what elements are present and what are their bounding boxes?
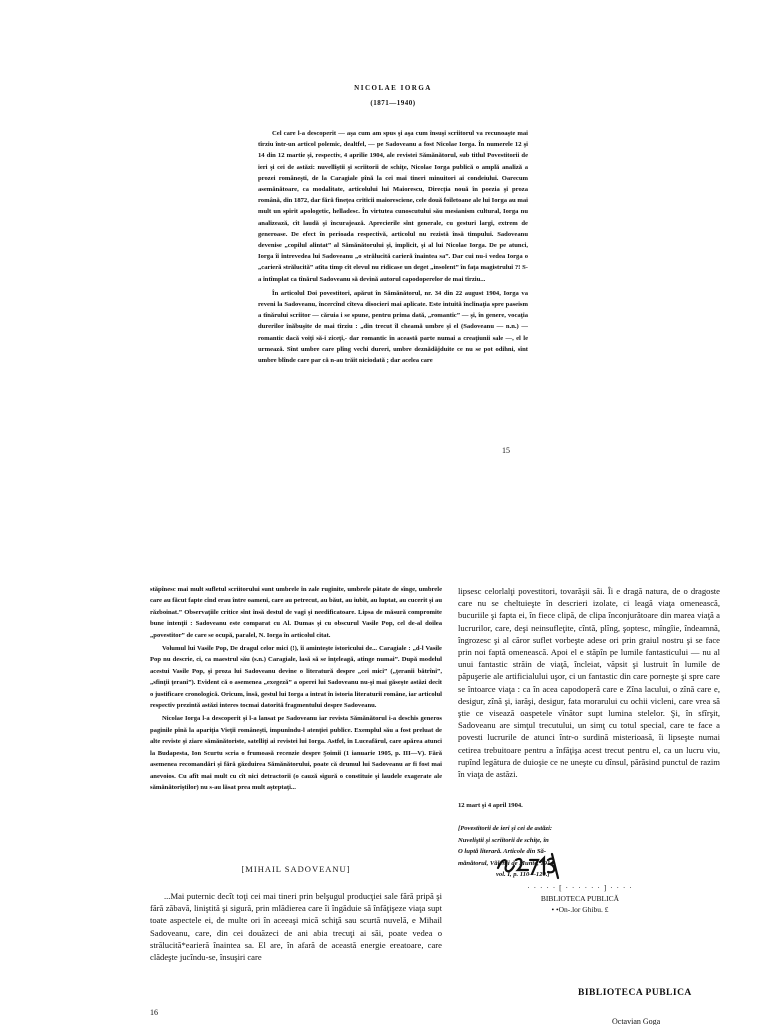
reference-line: Nuveliştii şi scriitorii de schiţe, în [458,836,549,844]
left-text-column [150,584,442,795]
paragraph: stăpînesc mai mult sufletul scriitorului sunt umbrele în zale ruginite, umbrele pătate de sînge, umbrele care au făcut fapte cînd erau între oameni, care au petrecut, au băut, au iubit, au luptat, au cucerit şi au războinat.” Observaţiile critice sînt însă destul de vagi şi needificatoare. Lipsa de măsură compromite bune intenţii : Sadoveanu este comparat cu Al. Dumas şi cu obscurul Vasile Pop, cel de-al doilea „povestitor” de care se ocupă, paralel, N. Iorga în articolul citat. [150,586,442,639]
stamp-dots: · · · · · [ · · · · · · ] · · · · [527,883,633,892]
library-label: BIBLIOTECA PUBLICA [578,988,692,998]
right-text-column [458,585,720,780]
top-page [0,0,768,512]
paragraph: lipsesc celorlalţi povestitori, tovarăşii săi. Îi e dragă natura, de o dragoste care nu se cheltuieşte în descrieri izolate, ci leagă viaţa omenească, bucuriile şi fapta ei, în fiece clipă, de clipa înconjurătoare din marea viaţă a lucrurilor, care, deşi neinsufleţite, cîntă, plîng, şoptesc, mîngîie, îndeamnă, îngrozesc şi al căror suflet vorbeşte adese ori prin graiul nostru şi se face prin noi faptă omenească. Apoi el e stăpîn pe lumile fantasticului — nu al unui fantastic străin de viaţă, încleiat, văpsit şi lustruit în lumile de păpuşerie ale artificialului uşor, ci un fantastic din care porneşte şi spre care se întoarce viaţa : ca în acea capodoperă care e Zîna lacului, o zînă care e, desigur, zînă şi, iarăşi, desigur, fata morarului cu ochii vicleni, care vrea să ştie ce visează oaspetele vînător supt lumina stelelor. Şi, în sfîrşit, Sadoveanu are simţul trecutului, un simţ cu totul special, care te face a povesti lucrurile de atunci într-o surdină misterioasă, îi lipseşte numai cetirea trebuitoare pentru a înfăţişa acest trecut pentru el, ca un lucru viu, rupînd legătura de duioşie ce ne uneşte cu dînsul, părăsind punctul de razim în viaţa de astăzi. [458,586,720,780]
author-dates: (1871—1940) [370,99,416,107]
reference-line: [Povestitorii de ieri şi cei de astăzi: [458,825,553,832]
paragraph: Nicolae Iorga l-a descoperit şi l-a lansat pe Sadoveanu iar revista Sămănătorul i-a deschis generos paginile pînă la apariţia Vieţii româneşti, impunîndu-l atenţiei publice. Exemplul său a fost preluat de alte reviste şi ziare sămănătoriste, satelliţi ai revistei lui Iorga. Astfel, în Luceafărul, care apărea atunci la Budapesta, Ion Scurtu scria o frumoasă recenzie despre Şoimii (1 ianuarie 1905, p. III—V). Fără asemenea recomandări şi fără găzduirea Sămănătorului, poate că drumul lui Sadoveanu ar fi fost mai anevoios. Cu afît mai mult cu cît nici detractorii (o cauză sigură o constituie şi laudele exagerate ale sămănătoriştilor) nu s-au lăsat prea mult aşteptaţi... [150,715,442,791]
library-stamp [480,882,680,915]
page-number: 15 [502,446,510,455]
bottom-spread [0,512,768,1024]
date-line: 12 mart şi 4 april 1904. [458,802,523,809]
author-name-heading: NICOLAE IORGA [354,84,432,92]
reference-line: O luptă literară. Articole din Să- [458,848,547,855]
page-number: 16 [150,1008,158,1017]
top-text-column [258,128,528,369]
reference-line: vol. I, p. 110—120.] [496,871,550,878]
stamp-library-name: BIBLIOTECA PUBLICĂ [540,894,620,903]
partial-cutoff-text: Octavian Goga [612,1017,661,1025]
paragraph: Volumul lui Vasile Pop, De dragul celor mici (!), îi aminteşte istoricului de... Caragiale : „d-l Vasile Pop nu descrie, ci, ca maestrul său (s.n.) Caragiale, lasă să se înţeleagă, atinge numai”. După modelul acestui Vasile Pop, şi proza lui Sadoveanu devine o literatură despre „cei mici” („ţeranii bătrîni”, „sfinţii ţerani”). Evident că o asemenea „exegeză” a operei lui Sadoveanu nu-şi mai găseşte astăzi decît o justificare cronologică. Oricum, însă, gestul lui Iorga a intrat în istoria literaturii române, iar articolul respectiv prezintă astăzi interes tocmai datorită fragmentului despre Sadoveanu. [150,645,442,710]
handwritten-signature [494,848,574,885]
left-section-text [150,890,442,963]
paragraph: Cel care l-a descoperit — aşa cum am spus şi aşa cum însuşi scriitorul va recunoaşte mai tîrziu într-un articol polemic, dealtfel, — pe Sadoveanu a fost Nicolae Iorga. În numerele 12 şi 14 din 12 martie şi, respectiv, 4 aprilie 1904, ale revistei Sămănătorul, sub titlul Povestitorii de ieri şi cei de astăzi: nuvelliştii şi scriitorii de schiţe, Nicolae Iorga publică o amplă analiză a prozei româneşti, de la Caragiale pînă la cei mai tineri minuitori ai condeiului. Oarecum asemănătoare, ca modalitate, articolului lui Maiorescu, Direcţia nouă în poezia şi proza română, din 1872, dar fără fineţea criticii maioresciene, cele două foiletoane ale lui Iorga au mai mult un spirit apologetic, helladesc. În virtutea cunoscutului său mesianism cultural, Iorga nu analizează, cît laudă şi încurajează. Aprecierile sînt generale, cu gesturi largi, extrem de generoase. De efect în perioada respectivă, articolul nu rezistă însă timpului. Sadoveanu devenise „copilul alintat” al Sămănătorului şi, implicit, şi al lui Nicolae Iorga. De pe atunci, Iorga îi întrevedea lui Sadoveanu „o strălucită carieră înaintea sa”. Dar cui nu-i vedea Iorga o „carieră strălucită” atîta timp cît elevul nu ridicase un deget „insolent” în faţa magistrului ?! S-a întîmplat ca tînărul Sadoveanu să devină autorul capodoperelor de mai tîrziu... [258,130,528,283]
section-title: [MIHAIL SADOVEANU] [241,864,351,874]
paragraph: ...Mai puternic decît toţi cei mai tineri prin belşugul producţiei sale fără pripă şi fără zăbavă, liniştită şi sigură, prin mlădierea care îi îngăduie să înfăţişeze viaţa supt toate aspectele ei, de multe ori în aceeaşi mică schiţă sau scurtă nuvelă, e Mihail Sadoveanu, care, din cei douăzeci de ani abia trecuţi ai săi, poate vedea o strălucită*earieră înaintea sa. El are, în afară de această energie ereatoare, care clădeşte jucîndu-se, însuşiri care [150,891,442,963]
paragraph: În articolul Doi povestitori, apărut în Sămănătorul, nr. 34 din 22 august 1904, Iorga va reveni la Sadoveanu, încercînd cîteva disocieri mai aplicate. Este intuită înclinaţia spre paseism a tînărului scriitor — căruia i se spune, pentru prima dată, „romantic” — şi, în genere, vocaţia durerilor înăbuşite de mai tîrziu : „din trecut îl cheamă umbre şi el (Sadoveanu — n.n.) — romantic dacă voiţi să-i ziceţi,- dar romantic în această parte numai a creaţiunii sale —, el le urmează. Sînt umbre care plîng vechi dureri, umbre deznădăjduite ce nu se pot odihni, sînt umbre blînde care par că n-au trăit niciodată ; dar acelea care [258,289,528,365]
reference-line: mănătorul, Vălenii de Munte, 1914, [458,859,556,867]
stamp-library-subtitle: • •On-.lor Ghibu. £ [551,905,609,914]
